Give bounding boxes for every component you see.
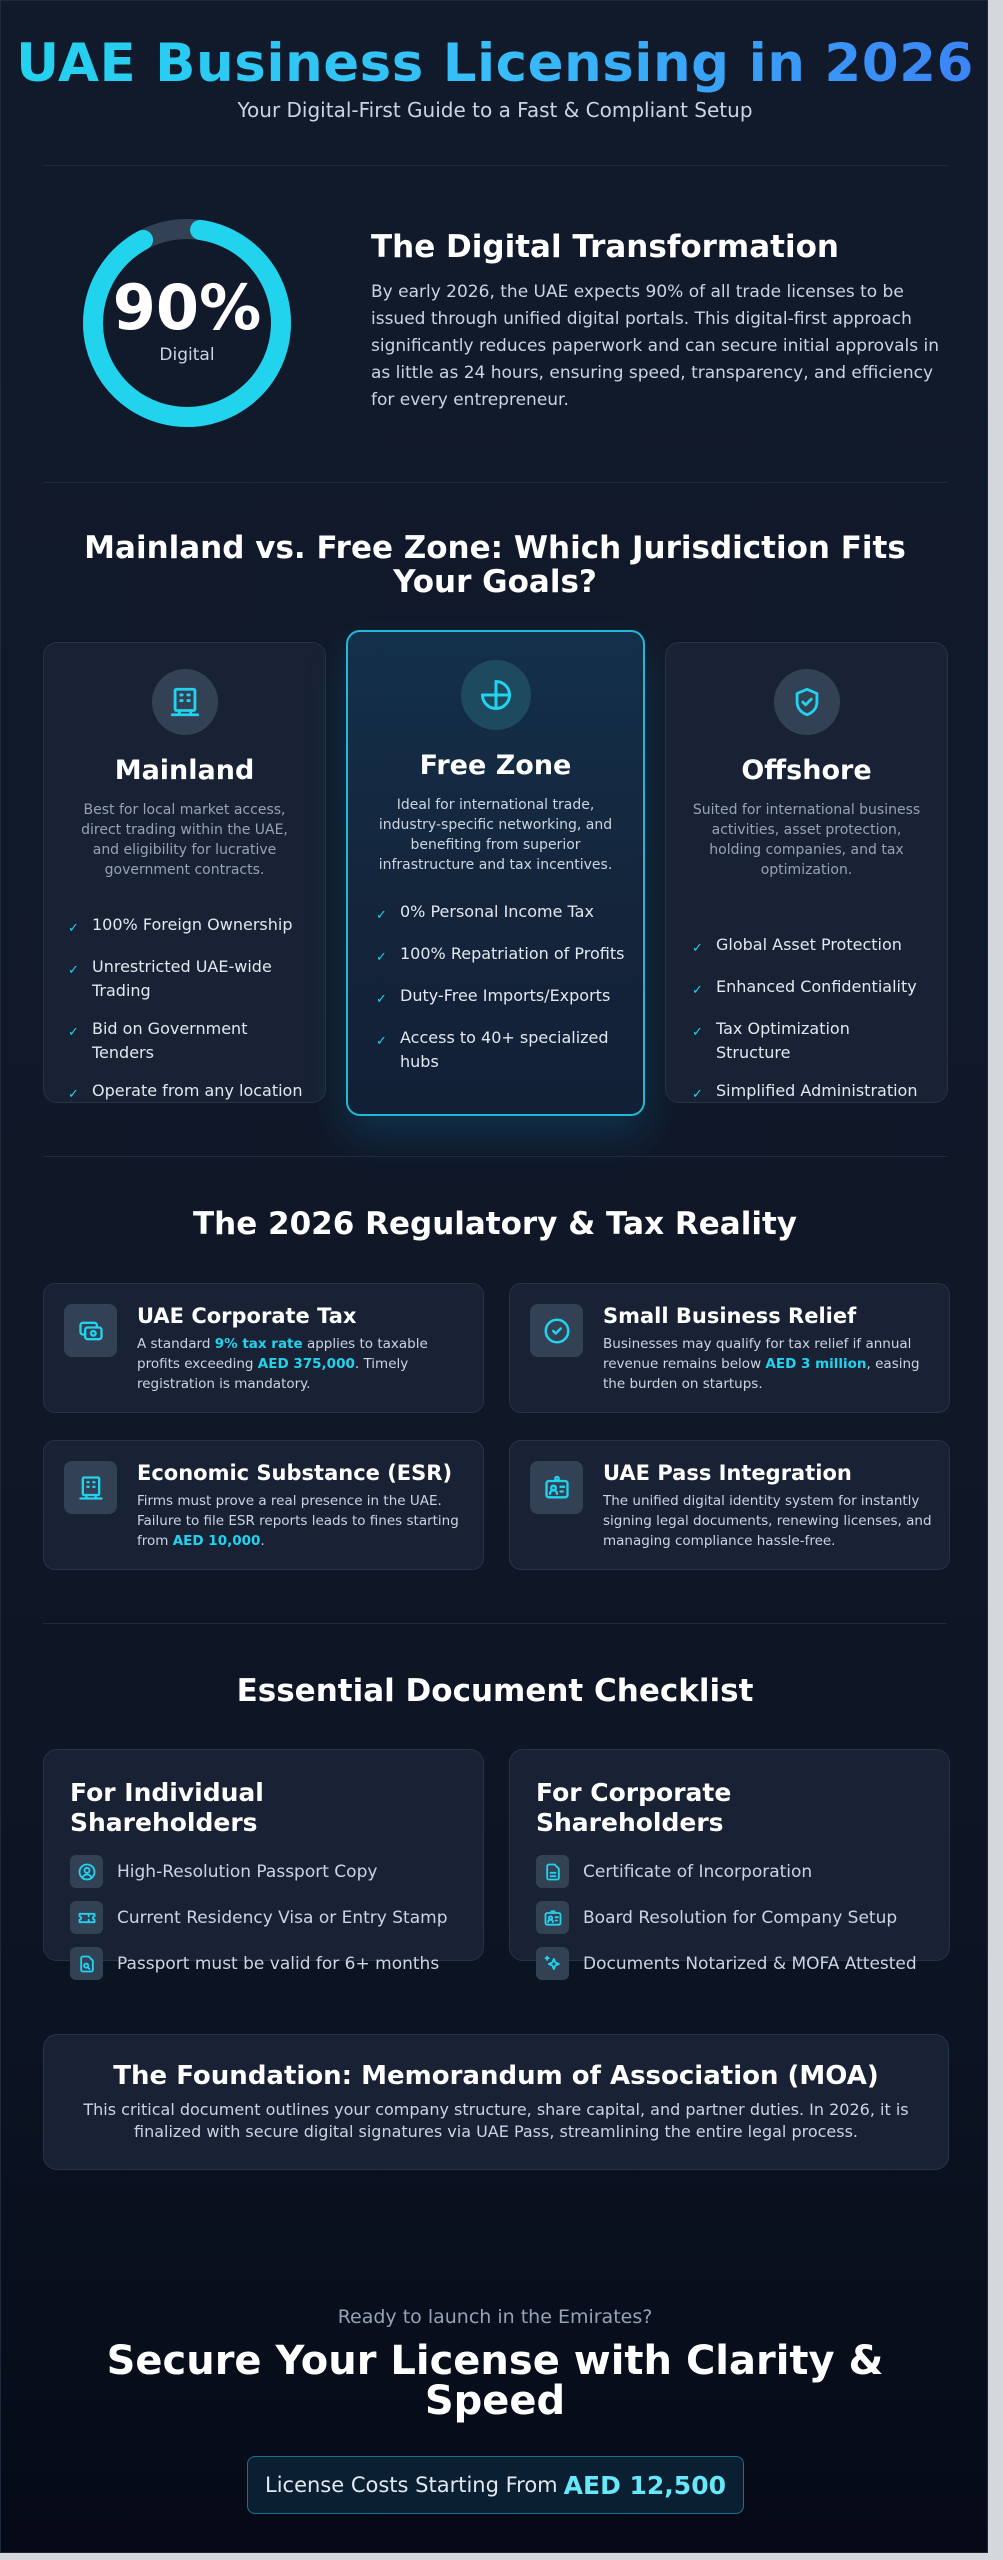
regulatory-card-body: Businesses may qualify for tax relief if annual revenue remains below AED 3 million, easing the burden on startups. — [603, 1336, 920, 1392]
regulatory-card-small-business-relief — [509, 1283, 950, 1413]
feature-item: ✓ Bid on Government Tenders — [68, 1017, 307, 1065]
regulatory-title: The 2026 Regulatory & Tax Reality — [193, 1206, 797, 1242]
feature-item: ✓ 0% Personal Income Tax — [376, 900, 625, 928]
jurisdiction-card-mainland[interactable] — [43, 642, 326, 1103]
document-item: High-Resolution Passport Copy — [70, 1855, 377, 1888]
document-item: Current Residency Visa or Entry Stamp — [70, 1901, 448, 1934]
check-icon: ✓ — [68, 1087, 79, 1102]
feature-item: ✓ Enhanced Confidentiality — [692, 975, 929, 1003]
digital-transformation-body: By early 2026, the UAE expects 90% of all trade licenses to be issued through unified digital portals. This digital-first approach significantly reduces paperwork and can secure initial approvals in as little as 24 hours, ensuring speed, transparency, and efficiency for every entrepreneur. — [371, 282, 940, 410]
page-subtitle: Your Digital-First Guide to a Fast & Compliant Setup — [237, 98, 753, 122]
divider — [43, 482, 947, 483]
feature-item: ✓ Access to 40+ specialized hubs — [376, 1026, 625, 1074]
id-card-icon — [536, 1901, 569, 1934]
feature-item: ✓ Simplified Administration — [692, 1079, 929, 1107]
file-text-icon — [536, 1855, 569, 1888]
jurisdiction-description: Suited for international business activities, asset protection, holding companies, and tax optimization. — [692, 802, 921, 878]
digital-label: Digital — [159, 345, 215, 365]
sparkles-icon — [536, 1947, 569, 1980]
building-icon — [64, 1461, 117, 1514]
highlight-amount: AED 375,000 — [257, 1356, 355, 1372]
cta-title: Secure Your License with Clarity & Speed — [106, 2338, 884, 2424]
check-icon: ✓ — [692, 983, 703, 998]
feature-item: ✓ Duty-Free Imports/Exports — [376, 984, 625, 1012]
jurisdiction-name: Free Zone — [419, 750, 572, 781]
divider — [43, 1156, 947, 1157]
jurisdiction-card-free-zone[interactable] — [346, 630, 645, 1116]
feature-item: ✓ Global Asset Protection — [692, 933, 929, 961]
feature-item: ✓ Unrestricted UAE-wide Trading — [68, 955, 307, 1003]
jurisdiction-description: Best for local market access, direct trading within the UAE, and eligibility for lucrative government contracts. — [81, 802, 288, 878]
document-item: Documents Notarized & MOFA Attested — [536, 1947, 917, 1980]
moa-title: The Foundation: Memorandum of Association (MOA) — [113, 2061, 879, 2091]
regulatory-card-body: Firms must prove a real presence in the UAE. Failure to file ESR reports leads to fines starting from AED 10,000. — [137, 1493, 459, 1549]
document-item: Board Resolution for Company Setup — [536, 1901, 897, 1934]
regulatory-card-title: Small Business Relief — [603, 1304, 857, 1328]
check-icon: ✓ — [68, 921, 79, 936]
document-group-individual — [43, 1749, 484, 1974]
highlight-amount: AED 3 million — [765, 1356, 867, 1372]
user-circle-icon — [70, 1855, 103, 1888]
check-icon: ✓ — [692, 1025, 703, 1040]
moa-body: This critical document outlines your company structure, share capital, and partner duties. In 2026, it is finalized with secure digital signatures via UAE Pass, streamlining the entire legal process. — [83, 2100, 909, 2141]
price-label: License Costs Starting From — [265, 2473, 558, 2497]
divider — [43, 165, 947, 166]
regulatory-card-body: A standard 9% tax rate applies to taxable profits exceeding AED 375,000. Timely registration is mandatory. — [137, 1336, 428, 1392]
regulatory-card-title: UAE Corporate Tax — [137, 1304, 357, 1328]
jurisdiction-description: Ideal for international trade, industry-specific networking, and benefiting from superior infrastructure and tax incentives. — [378, 797, 613, 873]
document-item: Passport must be valid for 6+ months — [70, 1947, 439, 1980]
jurisdictions-title: Mainland vs. Free Zone: Which Jurisdiction Fits Your Goals? — [84, 530, 906, 600]
building-icon — [152, 669, 218, 735]
feature-item: ✓ Tax Optimization Structure — [692, 1017, 929, 1065]
digital-transformation-title: The Digital Transformation — [371, 229, 839, 265]
feature-item: ✓ Operate from any location — [68, 1079, 307, 1107]
check-circle-icon — [530, 1304, 583, 1357]
document-group-title: For Corporate Shareholders — [536, 1778, 732, 1837]
file-search-icon — [70, 1947, 103, 1980]
regulatory-card-title: Economic Substance (ESR) — [137, 1461, 453, 1485]
check-icon: ✓ — [692, 941, 703, 956]
check-icon: ✓ — [376, 1034, 387, 1049]
highlight-tax-rate: 9% tax rate — [214, 1336, 303, 1352]
highlight-amount: AED 10,000 — [172, 1533, 261, 1549]
regulatory-card-uae-pass — [509, 1440, 950, 1570]
document-group-corporate — [509, 1749, 950, 1974]
regulatory-card-title: UAE Pass Integration — [603, 1461, 852, 1485]
check-icon: ✓ — [376, 950, 387, 965]
feature-item: ✓ 100% Foreign Ownership — [68, 913, 307, 941]
check-icon: ✓ — [68, 1025, 79, 1040]
pie-chart-icon — [461, 660, 531, 730]
price-value: AED 12,500 — [563, 2470, 726, 2500]
ticket-icon — [70, 1901, 103, 1934]
check-icon: ✓ — [376, 992, 387, 1007]
moa-card — [43, 2034, 949, 2170]
document-item: Certificate of Incorporation — [536, 1855, 812, 1888]
check-icon: ✓ — [376, 908, 387, 923]
cta-pretitle: Ready to launch in the Emirates? — [337, 2306, 653, 2328]
page-title: UAE Business Licensing in 2026 — [1, 33, 989, 94]
shield-check-icon — [774, 669, 840, 735]
divider — [43, 1623, 947, 1624]
id-badge-icon — [530, 1461, 583, 1514]
regulatory-card-body: The unified digital identity system for instantly signing legal documents, renewing licenses, and managing compliance hassle-free. — [603, 1493, 932, 1549]
regulatory-card-corporate-tax — [43, 1283, 484, 1413]
feature-item: ✓ 100% Repatriation of Profits — [376, 942, 625, 970]
check-icon: ✓ — [68, 963, 79, 978]
check-icon: ✓ — [692, 1087, 703, 1102]
regulatory-card-esr — [43, 1440, 484, 1570]
jurisdiction-name: Offshore — [741, 755, 872, 786]
document-group-title: For Individual Shareholders — [70, 1778, 264, 1837]
jurisdiction-name: Mainland — [114, 755, 255, 786]
feature-list — [692, 933, 929, 1121]
cash-icon — [64, 1304, 117, 1357]
feature-list — [68, 913, 307, 1121]
price-callout[interactable] — [247, 2456, 744, 2514]
documents-title: Essential Document Checklist — [236, 1673, 754, 1709]
digital-percent: 90% — [112, 271, 262, 344]
progress-ring-label — [81, 273, 293, 365]
jurisdiction-card-offshore[interactable] — [665, 642, 948, 1103]
feature-list — [376, 900, 625, 1088]
